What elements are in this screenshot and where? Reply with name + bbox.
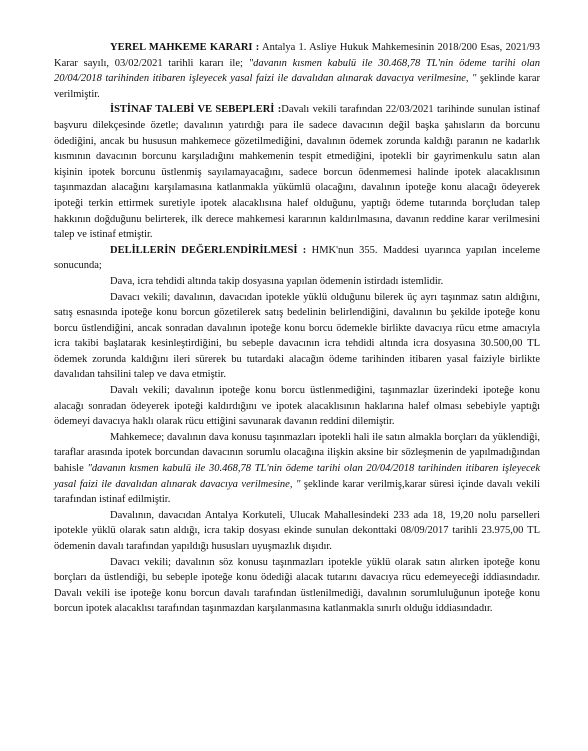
document-page (54, 40, 540, 617)
paragraph-defendant-defense: Davalı vekili; davalının ipoteğe konu borcu üstlenmediğini, taşınmazlar üzerindeki ipoteğe konu alacağı sonradan ödeyerek ipoteği kaldırdığını ve ipotek alacaklısının haklarına halef olması sebebiyle yaptığı ödemeyi davacıya haklı olarak rücu ettiğini savunarak davanın reddini dilemiştir. (54, 385, 540, 428)
quoted-decision: "davanın kısmen kabulü ile 30.468,78 TL'nin ödeme tarihi olan 20/04/2018 tarihinden itibaren işleyecek yasal faizi ile davalıdan alınarak davacıya verilmesine, " (54, 57, 541, 85)
text: şeklinde karar verilmiş,karar süresi içinde davalı vekili tarafından istinaf edilmiştir. (54, 478, 540, 506)
text: şeklinde karar verilmiştir. (54, 73, 541, 100)
paragraph-dispute: Davacı vekili; davalının söz konusu taşınmazları ipotekle yüklü olarak satın alırken ipoteğe konu borçları da üstlendiği, bu sebeple ipoteğe konu ödediği alacak tutarını davacıya rücu edemeyeceği iddiasındadır. Davalı vekili ise ipoteğe konu borcun davalı tarafından üstlenilmediği, davalının sorumluluğunun ipoteğe konu borcun ipotek alacaklısı tarafından taşınmazdan karşılanmasına katlanmakla sınırlı olduğu iddiasındadır. (54, 556, 540, 615)
paragraph-evidence-evaluation (54, 243, 540, 274)
heading-local-court-decision: YEREL MAHKEME KARARI : (110, 42, 260, 53)
quoted-decision: "davanın kısmen kabulü ile 30.468,78 TL'nin ödeme tarihi olan 20/04/2018 tarihinden itibaren işleyecek yasal faizi ile davalıdan alınarak davacıya verilmesine, " (54, 463, 540, 490)
paragraph-court-ruling (54, 430, 540, 508)
paragraph-case: Dava, icra tehdidi altında takip dosyasına yapılan ödemenin istirdadı istemlidir. (110, 275, 444, 287)
text: Antalya 1. Asliye Hukuk Mahkemesinin 2018/200 Esas, 2021/93 Karar sayılı, 03/02/2021 tarihli kararı ile; (54, 42, 540, 69)
heading-evidence-evaluation: DELİLLERİN DEĞERLENDİRİLMESİ : (110, 244, 307, 256)
paragraph-appeal-request (54, 102, 540, 242)
paragraph-plaintiff-claim: Davacı vekili; davalının, davacıdan ipotekle yüklü olduğunu bilerek üç ayrı taşınmaz satın aldığını, satış esnasında ipoteğe konu borcun gözetilerek satış bedelinin belirlendiğini, davalının bu şekilde ipoteğe konu borcu üstlendiğini, ancak sonradan davalının ipoteğe konu borcu ödemekle birlikte davacıya rücu etme amacıyla icra takibi başlatarak kesinleştirdiğini, bu sebeple davacının icra tehdidi altında icra dosyasına 30.500,00 TL ödemek zorunda kaldığını ileri sürerek bu tutardaki alacağın ödeme tarihinden itibaren yasal faiziyle birlikte davalıdan tahsilini talep ve dava etmiştir. (54, 291, 540, 381)
heading-appeal-request: İSTİNAF TALEBİ VE SEBEPLERİ : (110, 104, 282, 116)
text: Davalı vekili tarafından 22/03/2021 tarihinde sunulan istinaf başvuru dilekçesinde özetle; davalının yatırdığı para ile sadece davacının değil başka şahısların da borcunu ödediğini, ancak bu hususun mahkemece gözetilmediğini, davalının ödemek zorunda kaldığı paranın ne kadarlık kısmının davacının borcunu karşıladığını mahkemenin tespit etmediğini, ipotekli bir gayrimenkulu satın alan kişinin ipotek borcunu üstlenmiş sayılamayacağını, sadece borcun ödenmemesi halinde ipotek alacaklısının taşınmazdan alacağını karşılamasına katlanmakla yükümlü olacağını, davalının ipoteğe konu alacağı ödeyerek ipoteği terkin ettirmek suretiyle ipotek alacaklısına halef olduğunu, yaptığı ödeme tutarında borçludan talep hakkının doğduğunu belirterek, ilk derece mahkemesi kararının kaldırılmasına, davanın reddine karar verilmesini talep ve istinaf etmiştir. (54, 104, 540, 241)
paragraph-undisputed-facts: Davalının, davacıdan Antalya Korkuteli, Ulucak Mahallesindeki 233 ada 18, 19,20 nolu parselleri ipotekle yüklü olarak satın aldığı, icra takip dosyası ekinde sunulan dekonttaki 08/09/2017 tarihli 23.975,00 TL ödemenin davalı tarafından yapıldığı hususları uyuşmazlık dışıdır. (54, 509, 540, 552)
paragraph-local-court-decision (54, 40, 540, 102)
text: HMK'nun 355. Maddesi uyarınca yapılan inceleme sonucunda; (54, 244, 541, 272)
text: Mahkemece; davalının dava konusu taşınmazları ipotekli hali ile satın almakla borçları da yüklendiği, taraflar arasında ipotek borcundan davacının sorumlu olacağına ilişkin aksine bir sözleşmenin de yapılmadığından bahisle (54, 431, 540, 475)
